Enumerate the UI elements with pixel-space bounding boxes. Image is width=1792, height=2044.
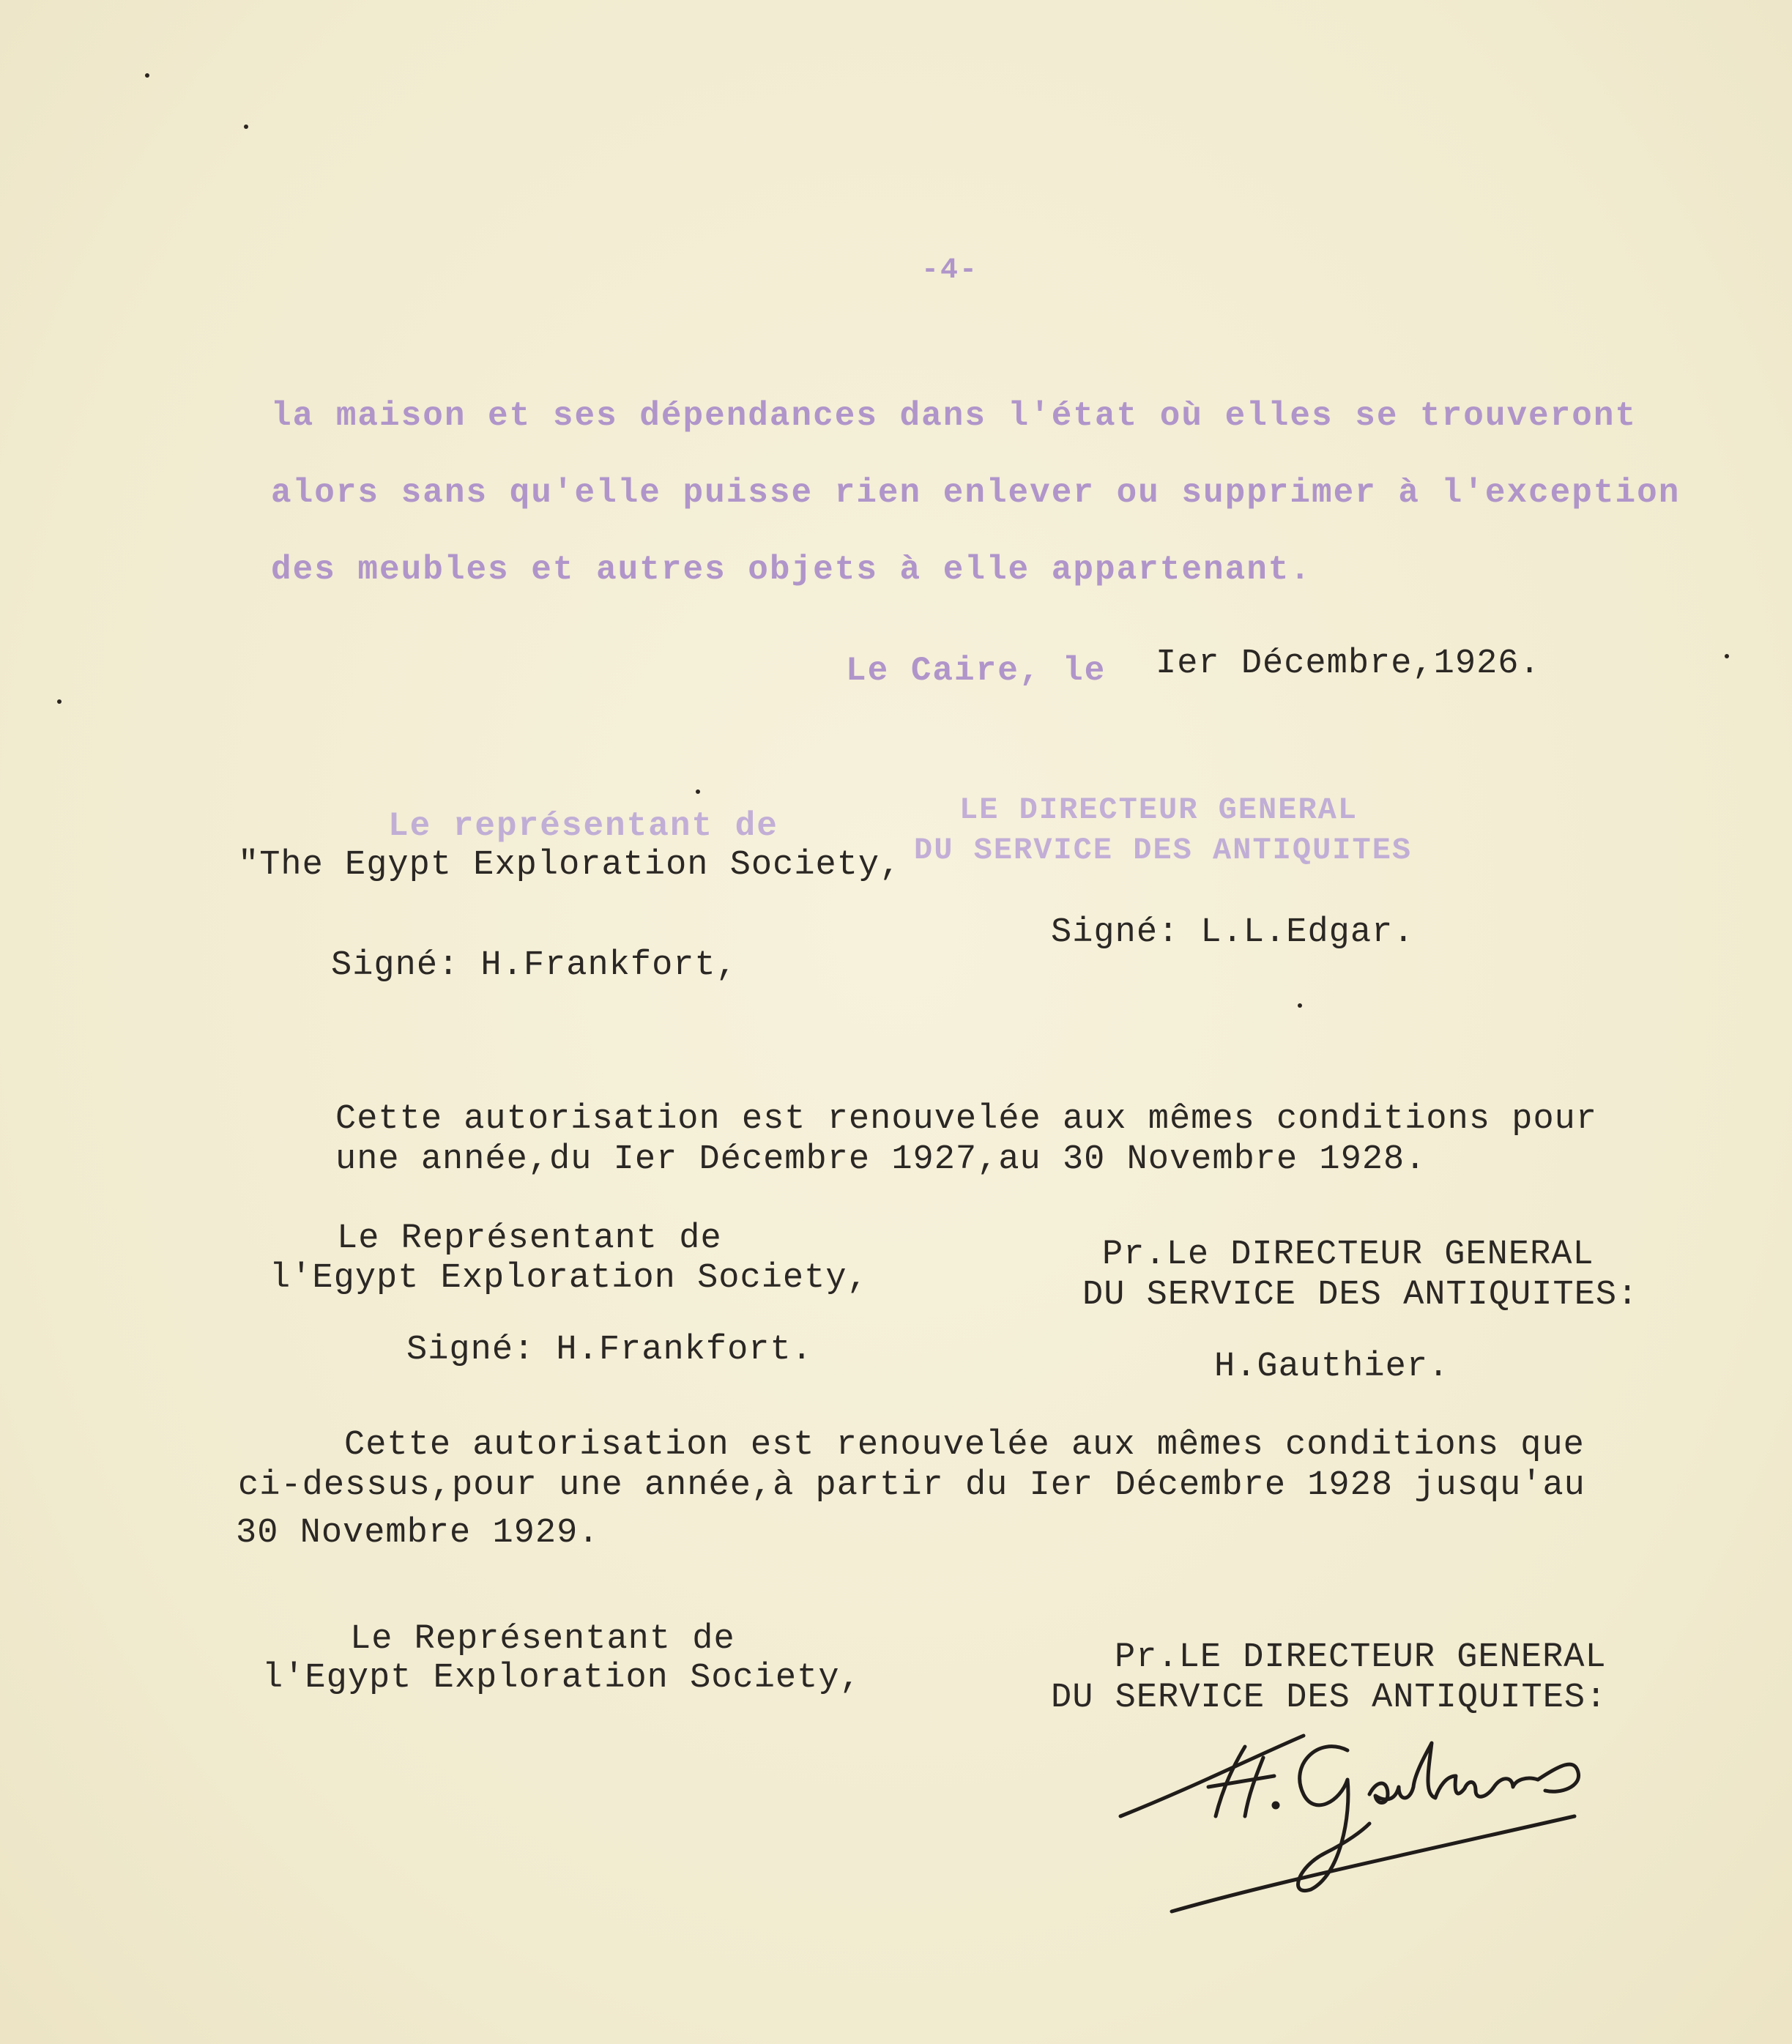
paper-speck <box>145 73 149 78</box>
first-left-signed: Signé: H.Frankfort, <box>331 946 737 985</box>
page-number: -4- <box>921 254 979 287</box>
handwritten-signature <box>1106 1706 1618 1919</box>
first-right-stamp-line-1: LE DIRECTEUR GENERAL <box>959 792 1358 828</box>
renewal-1-line-1: Cette autorisation est renouvelée aux mêmes conditions pour <box>335 1100 1598 1139</box>
first-left-stamp: Le représentant de <box>388 807 778 845</box>
sig1-right-name: H.Gauthier. <box>1214 1348 1450 1386</box>
paper-speck <box>244 125 248 129</box>
sig2-left-line-2: l'Egypt Exploration Society, <box>262 1659 861 1698</box>
paper-speck <box>1725 654 1729 658</box>
renewal-2-line-2: ci-dessus,pour une année,à partir du Ier Décembre 1928 jusqu'au <box>238 1466 1585 1505</box>
renewal-2-line-3: 30 Novembre 1929. <box>236 1514 600 1553</box>
paper-speck <box>57 699 62 704</box>
continuation-line-3: des meubles et autres objets à elle appartenant. <box>271 551 1312 589</box>
continuation-line-2: alors sans qu'elle puisse rien enlever ou supprimer à l'exception <box>271 474 1681 512</box>
first-right-signed: Signé: L.L.Edgar. <box>1051 913 1415 952</box>
sig1-left-line-2: l'Egypt Exploration Society, <box>269 1259 869 1298</box>
sig1-left-line-1: Le Représentant de <box>337 1219 722 1258</box>
sig2-right-line-1: Pr.LE DIRECTEUR GENERAL <box>1115 1638 1607 1677</box>
first-left-typed: "The Egypt Exploration Society, <box>238 846 901 885</box>
paper-speck <box>696 789 700 794</box>
paper-speck <box>1298 1003 1302 1008</box>
continuation-line-1: la maison et ses dépendances dans l'état où elles se trouveront <box>271 397 1637 435</box>
place-text: Le Caire, le <box>846 652 1107 690</box>
sig2-left-line-1: Le Représentant de <box>350 1620 735 1659</box>
sig1-right-line-2: DU SERVICE DES ANTIQUITES: <box>1082 1276 1639 1315</box>
sig1-right-line-1: Pr.Le DIRECTEUR GENERAL <box>1102 1235 1594 1274</box>
sig1-left-signed: Signé: H.Frankfort. <box>406 1331 813 1370</box>
renewal-2-line-1: Cette autorisation est renouvelée aux mêmes conditions que <box>344 1426 1585 1465</box>
renewal-1-line-2: une année,du Ier Décembre 1927,au 30 Novembre 1928. <box>335 1140 1427 1179</box>
first-right-stamp-line-2: DU SERVICE DES ANTIQUITES <box>914 833 1413 868</box>
date-text: Ier Décembre,1926. <box>1156 644 1541 683</box>
sig2-right-line-2: DU SERVICE DES ANTIQUITES: <box>1051 1679 1607 1717</box>
